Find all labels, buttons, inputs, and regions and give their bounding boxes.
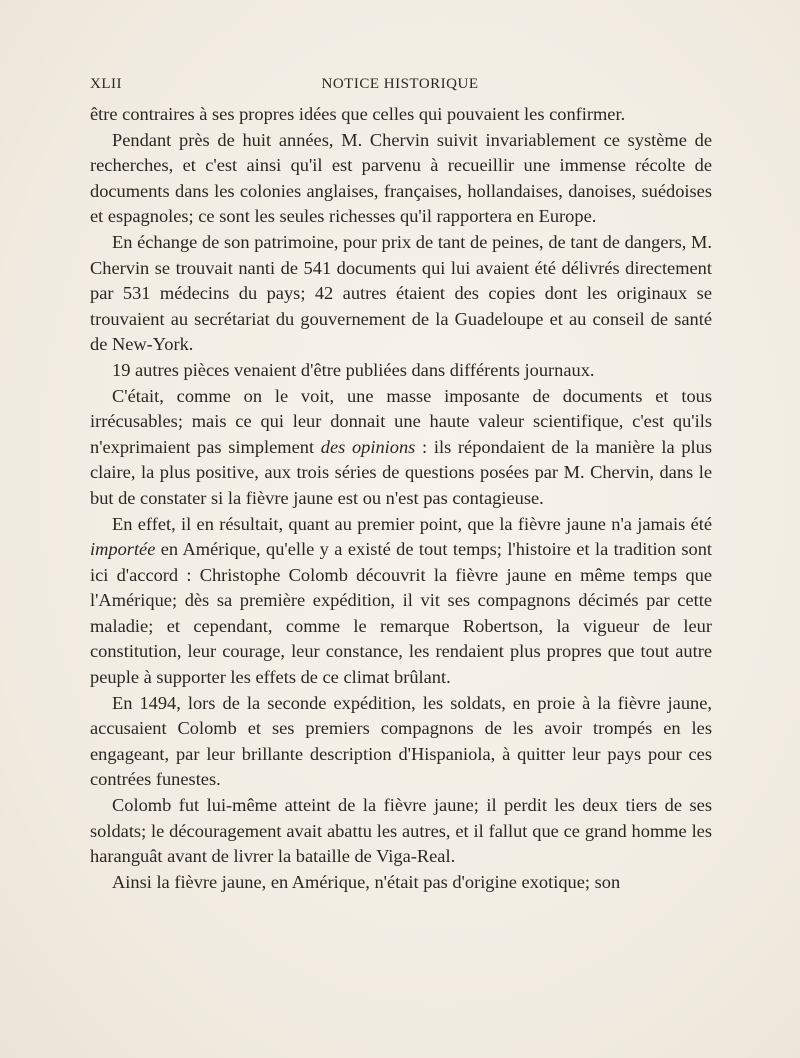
page-number: XLII [90, 76, 122, 92]
paragraph-text: C'était, comme on le voit, une masse imposante de documents et tous irrécusables; mais ce qui leur donnait une haute valeur scientifique, c'est qu'ils n'exprimaient pas simplement [90, 385, 712, 457]
paragraph [90, 384, 712, 512]
paragraph [90, 358, 712, 384]
body-text [90, 102, 712, 895]
paragraph-text: Ainsi la fièvre jaune, en Amérique, n'était pas d'origine exotique; son [112, 871, 621, 892]
paragraph [90, 691, 712, 793]
paragraph-text: être contraires à ses propres idées que celles qui pouvaient les confirmer. [90, 104, 626, 124]
running-title: NOTICE HISTORIQUE [321, 76, 479, 92]
paragraph-text: en Amérique, qu'elle y a existé de tout temps; l'histoire et la tradition sont ici d'accord : Christophe Colomb découvrit la fièvre jaune en même temps que l'Amérique; dès sa première expédition, il vit ses compagnons décimés par cette maladie; et cependant, comme le remarque Robertson, la vigueur de leur constitution, leur courage, leur constance, les rendaient plus propres que tout autre peuple à supporter les effets de ce climat brûlant. [90, 539, 712, 688]
paragraph [90, 230, 712, 358]
paragraph-text: Colomb fut lui-même atteint de la fièvre jaune; il perdit les deux tiers de ses soldats; le découragement avait abattu les autres, et il fallut que ce grand homme les haranguât avant de livrer la bataille de Viga-Real. [90, 795, 712, 867]
paragraph [90, 793, 712, 870]
paragraph-text: En 1494, lors de la seconde expédition, les soldats, en proie à la fièvre jaune, accusaient Colomb et ses premiers compagnons de les avoir trompés en les engageant, par leur brillante description d'Hispaniola, à quitter leur pays pour ces contrées funestes. [90, 692, 712, 790]
paragraph [90, 512, 712, 691]
page-header [90, 76, 710, 100]
paragraph [90, 102, 712, 128]
italic-emphasis: importée [90, 539, 156, 560]
paragraph-text: 19 autres pièces venaient d'être publiées dans différents journaux. [112, 359, 595, 380]
paragraph-text: En effet, il en résultait, quant au premier point, que la fièvre jaune n'a jamais été [112, 513, 712, 534]
paragraph-text: En échange de son patrimoine, pour prix de tant de peines, de tant de dangers, M. Chervin se trouvait nanti de 541 documents qui lui avaient été délivrés directement par 531 médecins du pays; 42 autres étaient des copies dont les originaux se trouvaient au secrétariat du gouvernement de la Guadeloupe et au conseil de santé de New-York. [90, 231, 712, 355]
paragraph [90, 870, 712, 896]
italic-emphasis: des opinions [320, 436, 416, 457]
paragraph-text: : ils répondaient de la manière la plus claire, la plus positive, aux trois séries de questions posées par M. Chervin, dans le but de constater si la fièvre jaune est ou n'est pas contagieuse. [90, 436, 713, 508]
paragraph-text: Pendant près de huit années, M. Chervin suivit invariablement ce système de recherches, et c'est ainsi qu'il est parvenu à recueillir une immense récolte de documents dans les colonies anglaises, françaises, hollandaises, danoises, suédoises et espagnoles; ce sont les seules richesses qu'il rapportera en Europe. [90, 129, 712, 227]
paragraph [90, 128, 712, 230]
